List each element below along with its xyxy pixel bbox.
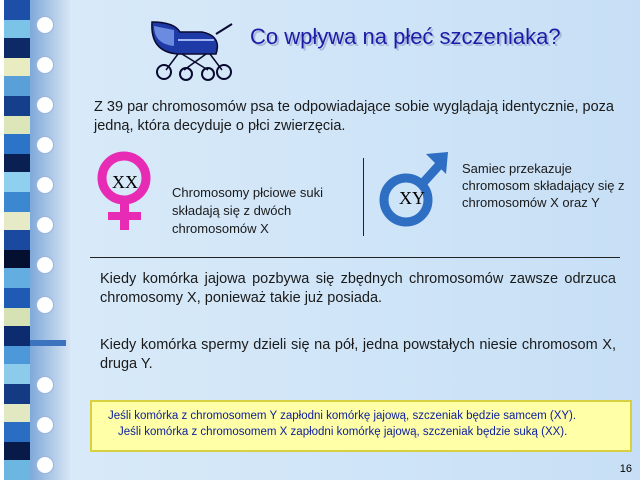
binder-hole [36,56,54,74]
female-chromosome-label: XX [112,172,138,192]
binder-hole [36,176,54,194]
baby-pram-icon [130,12,240,82]
binder-hole [36,456,54,474]
male-chromosome-label: XY [399,188,425,208]
summary-note-box [90,400,632,452]
binder-hole [36,96,54,114]
horizontal-divider [90,257,620,258]
stripe-blocks [4,0,30,480]
intro-paragraph: Z 39 par chromosomów psa te odpowiadające sobie wyglądają identycznie, poza jedną, która decyduje o płci zwierzęcia. [94,99,614,134]
stripe-shadow [30,0,72,480]
binder-hole [36,256,54,274]
note-line-female: Jeśli komórka z chromosomem X zapłodni komórkę jajową, szczeniak będzie suką (XX). [118,426,568,438]
binder-hole [36,376,54,394]
note-line-male: Jeśli komórka z chromosomem Y zapłodni komórkę jajową, szczeniak będzie samcem (XY). [108,410,577,422]
decorative-stripe-bar [0,0,70,480]
binder-hole [36,416,54,434]
vertical-divider [363,158,364,236]
page-number: 16 [619,463,632,475]
egg-cell-paragraph: Kiedy komórka jajowa pozbywa się zbędnych chromosomów zawsze odrzuca chromosomy X, ponieważ takie już posiada. [100,271,616,306]
male-description: Samiec przekazuje chromosom składający się z chromosomów X oraz Y [462,161,625,210]
sperm-cell-paragraph: Kiedy komórka spermy dzieli się na pół, jedna powstałych niesie chromosom X, druga Y. [100,337,616,372]
binder-hole [36,16,54,34]
binder-hole [36,136,54,154]
female-description: Chromosomy płciowe suki składają się z dwóch chromosomów X [172,185,323,236]
slide-title: Co wpływa na płeć szczeniaka? [250,24,561,49]
stripe-connector [30,340,66,346]
binder-hole [36,296,54,314]
binder-hole [36,216,54,234]
